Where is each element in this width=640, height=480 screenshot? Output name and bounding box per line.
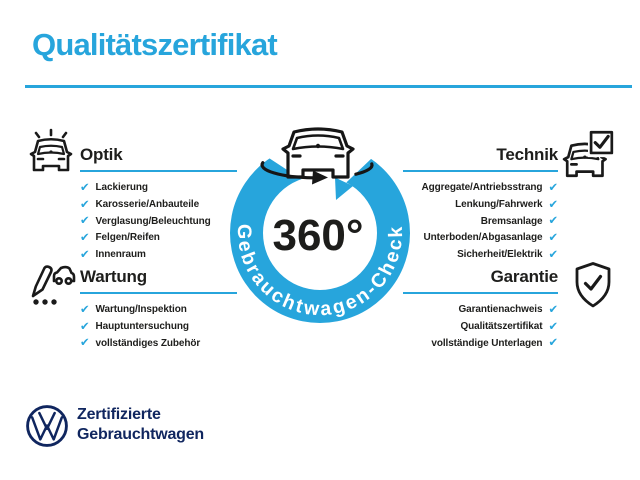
check-icon: ✔ [548,179,558,194]
check-item-label: Verglasung/Beleuchtung [95,215,211,227]
check-item-label: Lackierung [95,182,148,193]
check-icon: ✔ [80,196,90,211]
section-optik-divider [80,170,237,172]
section-wartung-title: Wartung [80,267,147,286]
section-optik-title: Optik [80,145,123,164]
section-technik [403,145,558,265]
section-garantie [403,267,558,353]
section-wartung-list [80,303,237,350]
footer-claim-line2: Gebrauchtwagen [77,426,205,443]
check-item [80,215,237,228]
360-check-badge [225,113,415,325]
shield-check-icon [573,261,613,309]
check-icon: ✔ [548,196,558,211]
check-icon: ✔ [548,213,558,228]
check-item-label: Sicherheit/Elektrik [457,249,543,261]
check-icon: ✔ [80,301,90,316]
footer-claim-line1: Zertifizierte [77,406,161,423]
check-icon: ✔ [80,246,90,261]
ring-label: Gebrauchtwagen-Check [232,223,408,321]
car-checkbox-icon [561,128,617,180]
check-item [80,198,237,211]
check-item [403,198,558,211]
check-item [80,248,237,261]
check-icon: ✔ [548,335,558,350]
check-item-label: vollständiges Zubehör [95,337,201,349]
section-garantie-divider [403,292,558,294]
check-item-label: Karosserie/Anbauteile [95,198,200,210]
check-item [403,181,558,194]
check-item [80,337,237,350]
section-technik-list [403,181,558,261]
check-item-label: Wartung/Inspektion [95,304,187,315]
vw-logo [25,404,69,448]
check-item-label: Bremsanlage [480,215,543,227]
service-checklist-icon [25,256,77,308]
check-item [80,303,237,316]
check-item [80,231,237,244]
check-item [80,320,237,333]
check-icon: ✔ [548,318,558,333]
check-icon: ✔ [548,246,558,261]
check-item-label: Innenraum [95,249,146,261]
page-title: Qualitätszertifikat [32,27,277,62]
check-item [403,231,558,244]
section-wartung [80,267,237,353]
check-item [403,215,558,228]
section-optik [80,145,237,265]
check-item-label: Garantienachweis [458,304,543,315]
check-icon: ✔ [548,301,558,316]
check-item-label: vollständige Unterlagen [431,337,543,349]
check-item [80,181,237,194]
check-icon: ✔ [80,318,90,333]
check-icon: ✔ [548,230,558,245]
check-item-label: Hauptuntersuchung [95,320,189,332]
check-item-label: Aggregate/Antriebsstrang [421,182,543,193]
section-wartung-divider [80,292,237,294]
check-item-label: Unterboden/Abgasanlage [423,232,543,244]
check-item-label: Lenkung/Fahrwerk [455,198,543,210]
check-icon: ✔ [80,213,90,228]
section-technik-divider [403,170,558,172]
title-divider [25,85,632,88]
check-item [403,303,558,316]
footer-claim [77,405,204,445]
check-icon: ✔ [80,230,90,245]
check-item-label: Felgen/Reifen [95,232,160,244]
degree-label: 360° [272,211,364,260]
section-garantie-list [403,303,558,350]
check-item [403,248,558,261]
check-icon: ✔ [80,179,90,194]
check-icon: ✔ [80,335,90,350]
section-garantie-title: Garantie [490,267,558,286]
check-item [403,320,558,333]
section-optik-list [80,181,237,261]
section-technik-title: Technik [496,145,558,164]
shiny-car-icon [26,126,76,176]
check-item [403,337,558,350]
check-item-label: Qualitätszertifikat [460,320,543,332]
